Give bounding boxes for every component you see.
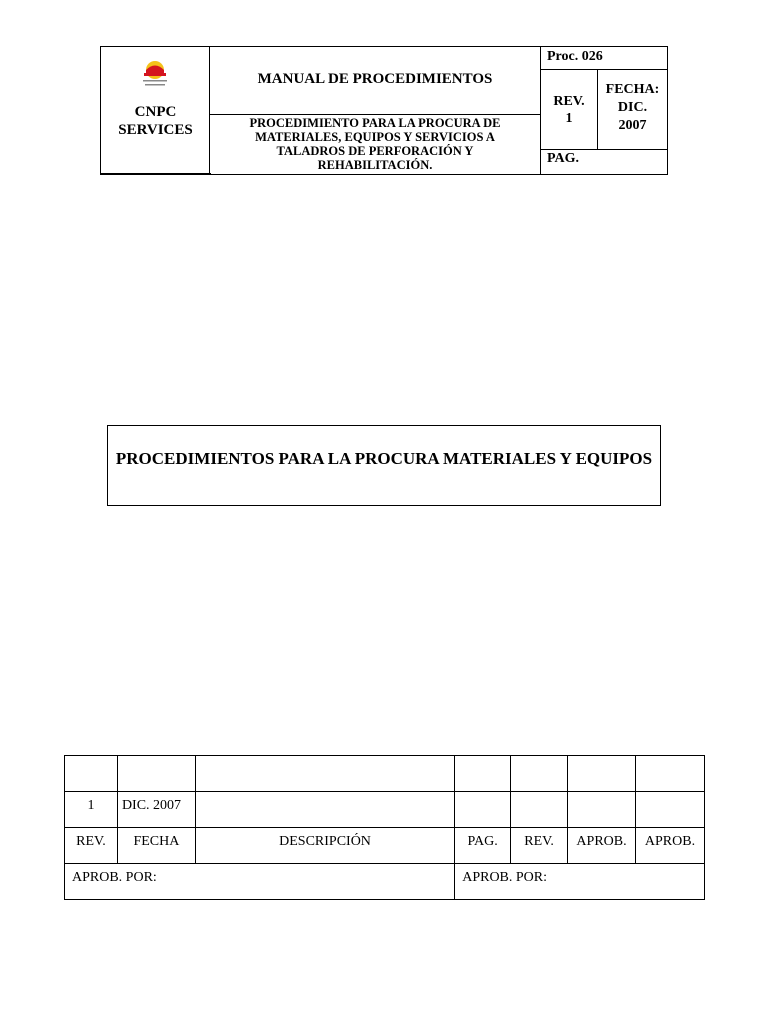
header-aprob: APROB. (568, 828, 636, 864)
table-cell (455, 792, 511, 828)
procedure-subtitle: PROCEDIMIENTO PARA LA PROCURA DE MATERIALES, EQUIPOS Y SERVICIOS A TALADROS DE PERFORACIÓN Y REHABILITACIÓN. (249, 116, 501, 172)
header-rev: REV. (65, 828, 118, 864)
main-title: PROCEDIMIENTOS PARA LA PROCURA MATERIALES Y EQUIPOS (107, 425, 661, 506)
header-pag: PAG. (455, 828, 511, 864)
table-cell (568, 792, 636, 828)
manual-title-cell (209, 46, 541, 115)
table-cell (117, 756, 195, 792)
fecha-label: FECHA: (605, 82, 660, 97)
company-name: CNPC SERVICES (118, 104, 193, 138)
table-cell (636, 792, 705, 828)
approval-left: APROB. POR: (65, 864, 455, 900)
table-cell (511, 792, 568, 828)
table-row (65, 792, 705, 828)
table-cell (65, 756, 118, 792)
header-descripcion: DESCRIPCIÓN (195, 828, 454, 864)
rev-number-cell: 1 (65, 792, 118, 828)
table-cell (455, 756, 511, 792)
header-aprob-2: APROB. (636, 828, 705, 864)
proc-number: Proc. 026 (540, 46, 668, 70)
rev-cell (540, 69, 598, 150)
logo-cell-bottom-rule (100, 173, 211, 175)
fecha-cell (597, 69, 668, 150)
approval-right: APROB. POR: (455, 864, 705, 900)
cnpc-logo-icon (140, 58, 170, 88)
table-row (65, 756, 705, 792)
fecha-month: DIC. (617, 100, 648, 115)
fecha-year: 2007 (618, 118, 647, 133)
table-cell (511, 756, 568, 792)
manual-title: MANUAL DE PROCEDIMIENTOS (257, 71, 493, 87)
pag-label: PAG. (540, 149, 668, 175)
table-cell (636, 756, 705, 792)
rev-label: REV. (553, 94, 585, 109)
table-cell (568, 756, 636, 792)
table-header-row (65, 828, 705, 864)
header-rev-2: REV. (511, 828, 568, 864)
table-cell (195, 792, 454, 828)
approval-row (65, 864, 705, 900)
header-fecha: FECHA (117, 828, 195, 864)
procedure-subtitle-cell (209, 114, 541, 175)
revision-table (64, 755, 705, 900)
rev-value: 1 (565, 111, 573, 126)
table-cell (195, 756, 454, 792)
date-cell: DIC. 2007 (117, 792, 195, 828)
